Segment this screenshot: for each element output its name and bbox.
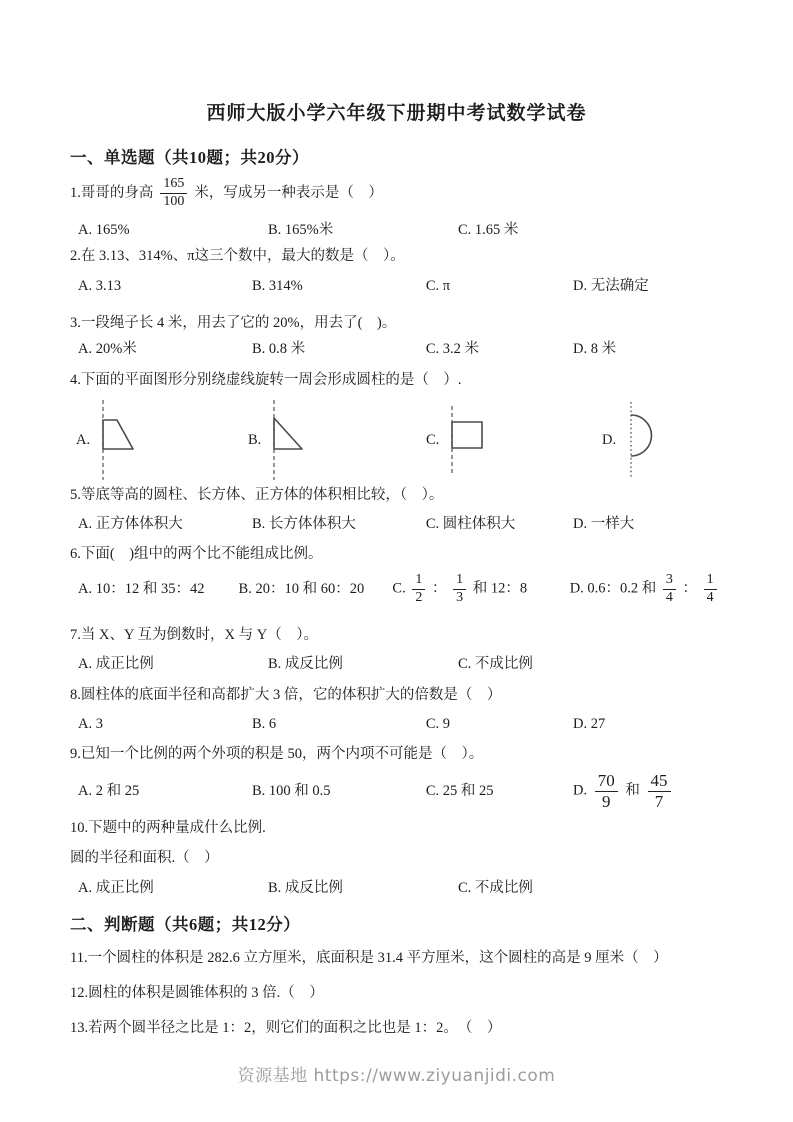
- question-13: 13.若两个圆半径之比是 1：2，则它们的面积之比也是 1：2。 （ ）: [70, 1020, 502, 1036]
- question-2-options: [78, 277, 747, 296]
- option-d: D. 27: [573, 716, 606, 732]
- shape-option-c: [426, 396, 495, 484]
- question-10: 10.下题中的两种量成什么比例.: [70, 820, 266, 836]
- question-9-options: [78, 764, 747, 818]
- option-d: D. 一样大: [573, 516, 635, 532]
- option-b: B. 165%米: [267, 222, 334, 238]
- option-d: D. 0.6：0.2 和 $\frac{3}{4}$ ： $\frac{1}{4}$: [570, 573, 747, 605]
- option-d: D. 8 米: [573, 341, 617, 357]
- option-c: C. 不成比例: [457, 656, 533, 672]
- option-b: B. 成反比例: [267, 656, 343, 672]
- fraction-70-9: $\frac{70}{9}$: [595, 772, 618, 811]
- section-heading-single-choice: 一、单选题（共10题；共20分）: [70, 148, 309, 167]
- option-c: C. 圆柱体积大: [425, 516, 516, 532]
- option-b: B. 6: [251, 716, 277, 732]
- option-a: A. 正方体体积大: [78, 516, 183, 532]
- question-3-options: [78, 340, 747, 359]
- option-a: A. 成正比例: [78, 880, 154, 896]
- shape-option-d: [602, 396, 672, 484]
- option-b: B. 成反比例: [267, 880, 343, 896]
- shape-label-b: B.: [248, 431, 262, 448]
- option-d: D. $\frac{70}{9}$ 和 $\frac{45}{7}$: [573, 772, 747, 811]
- option-d: D. 无法确定: [573, 278, 649, 294]
- question-2: 2.在 3.13、314%、π这三个数中，最大的数是（ ）。: [70, 248, 405, 264]
- semicircle-shape: [622, 396, 672, 484]
- option-b: B. 100 和 0.5: [251, 782, 331, 799]
- shape-label-c: C.: [426, 431, 440, 448]
- question-1: [70, 174, 743, 212]
- option-b: B. 314%: [251, 278, 303, 294]
- fraction-1-2: $\frac{1}{2}$: [412, 573, 425, 605]
- option-a: A. 成正比例: [78, 656, 154, 672]
- option-c: C. 3.2 米: [425, 341, 480, 357]
- fraction-1-3: $\frac{1}{3}$: [453, 573, 466, 605]
- question-9: 9.已知一个比例的两个外项的积是 50，两个内项不可能是（ ）。: [70, 746, 484, 762]
- option-a: A. 3.13: [78, 278, 122, 294]
- option-a: A. 2 和 25: [78, 782, 140, 799]
- question-6: 6.下面( )组中的两个比不能组成比例。: [70, 546, 323, 562]
- option-c: C. 不成比例: [457, 880, 533, 896]
- right-triangle-shape: [267, 396, 317, 484]
- question-1-pre: 1.哥哥的身高: [70, 184, 154, 201]
- question-3: 3.一段绳子长 4 米，用去了它的 20%，用去了( )。: [70, 315, 397, 331]
- question-7-options: [78, 655, 747, 674]
- fraction-165-100: $\frac{165}{100}$: [160, 177, 187, 209]
- option-c: C. 9: [425, 716, 451, 732]
- watermark-footer: 资源基地 https://www.ziyuanjidi.com: [237, 1066, 556, 1086]
- option-a: A. 10：12 和 35：42: [78, 580, 205, 597]
- question-7: 7.当 X、Y 互为倒数时，X 与 Y（ ）。: [70, 627, 318, 643]
- question-10-options: [78, 879, 747, 898]
- option-c: C. π: [425, 278, 451, 294]
- question-1-options: [78, 221, 747, 240]
- option-a: A. 3: [78, 716, 103, 732]
- question-6-options: [78, 564, 747, 614]
- shape-option-a: [76, 396, 146, 484]
- shape-option-b: [248, 396, 317, 484]
- option-a: A. 20%米: [78, 341, 137, 357]
- option-b: B. 0.8 米: [251, 341, 306, 357]
- right-trapezoid-shape: [96, 396, 146, 484]
- section-heading-true-false: 二、判断题（共6题；共12分）: [70, 915, 301, 934]
- question-5: 5.等底等高的圆柱、长方体、正方体的体积相比较，（ ）。: [70, 487, 444, 503]
- question-4: 4.下面的平面图形分别绕虚线旋转一周会形成圆柱的是（ ）.: [70, 372, 462, 388]
- option-b: B. 20：10 和 60：20: [238, 580, 365, 597]
- option-c: C. $\frac{1}{2}$ ： $\frac{1}{3}$ 和 12：8: [392, 571, 528, 605]
- question-1-post: 米，写成另一种表示是（ ）: [194, 184, 383, 201]
- page-title: 西师大版小学六年级下册期中考试数学试卷: [206, 103, 587, 124]
- option-c: C. 1.65 米: [457, 222, 519, 238]
- fraction-1-4: $\frac{1}{4}$: [704, 573, 717, 605]
- option-a: A. 165%: [78, 222, 130, 238]
- question-8-options: [78, 715, 747, 734]
- question-5-options: [78, 515, 747, 534]
- question-12: 12.圆柱的体积是圆锥体积的 3 倍.（ ）: [70, 985, 324, 1001]
- option-b: B. 长方体体积大: [251, 516, 356, 532]
- question-11: 11.一个圆柱的体积是 282.6 立方厘米，底面积是 31.4 平方厘米，这个圆柱的高是 9 厘米（ ）: [70, 950, 668, 966]
- fraction-45-7: $\frac{45}{7}$: [648, 772, 671, 811]
- shape-label-a: A.: [76, 431, 91, 448]
- shape-label-d: D.: [602, 431, 617, 448]
- rectangle-shape: [445, 396, 495, 484]
- question-4-shapes: [0, 396, 793, 484]
- fraction-3-4: $\frac{3}{4}$: [663, 573, 676, 605]
- question-8: 8.圆柱体的底面半径和高都扩大 3 倍，它的体积扩大的倍数是（ ）: [70, 687, 502, 703]
- question-10-sub: 圆的半径和面积.（ ）: [70, 850, 219, 866]
- option-c: C. 25 和 25: [425, 782, 494, 799]
